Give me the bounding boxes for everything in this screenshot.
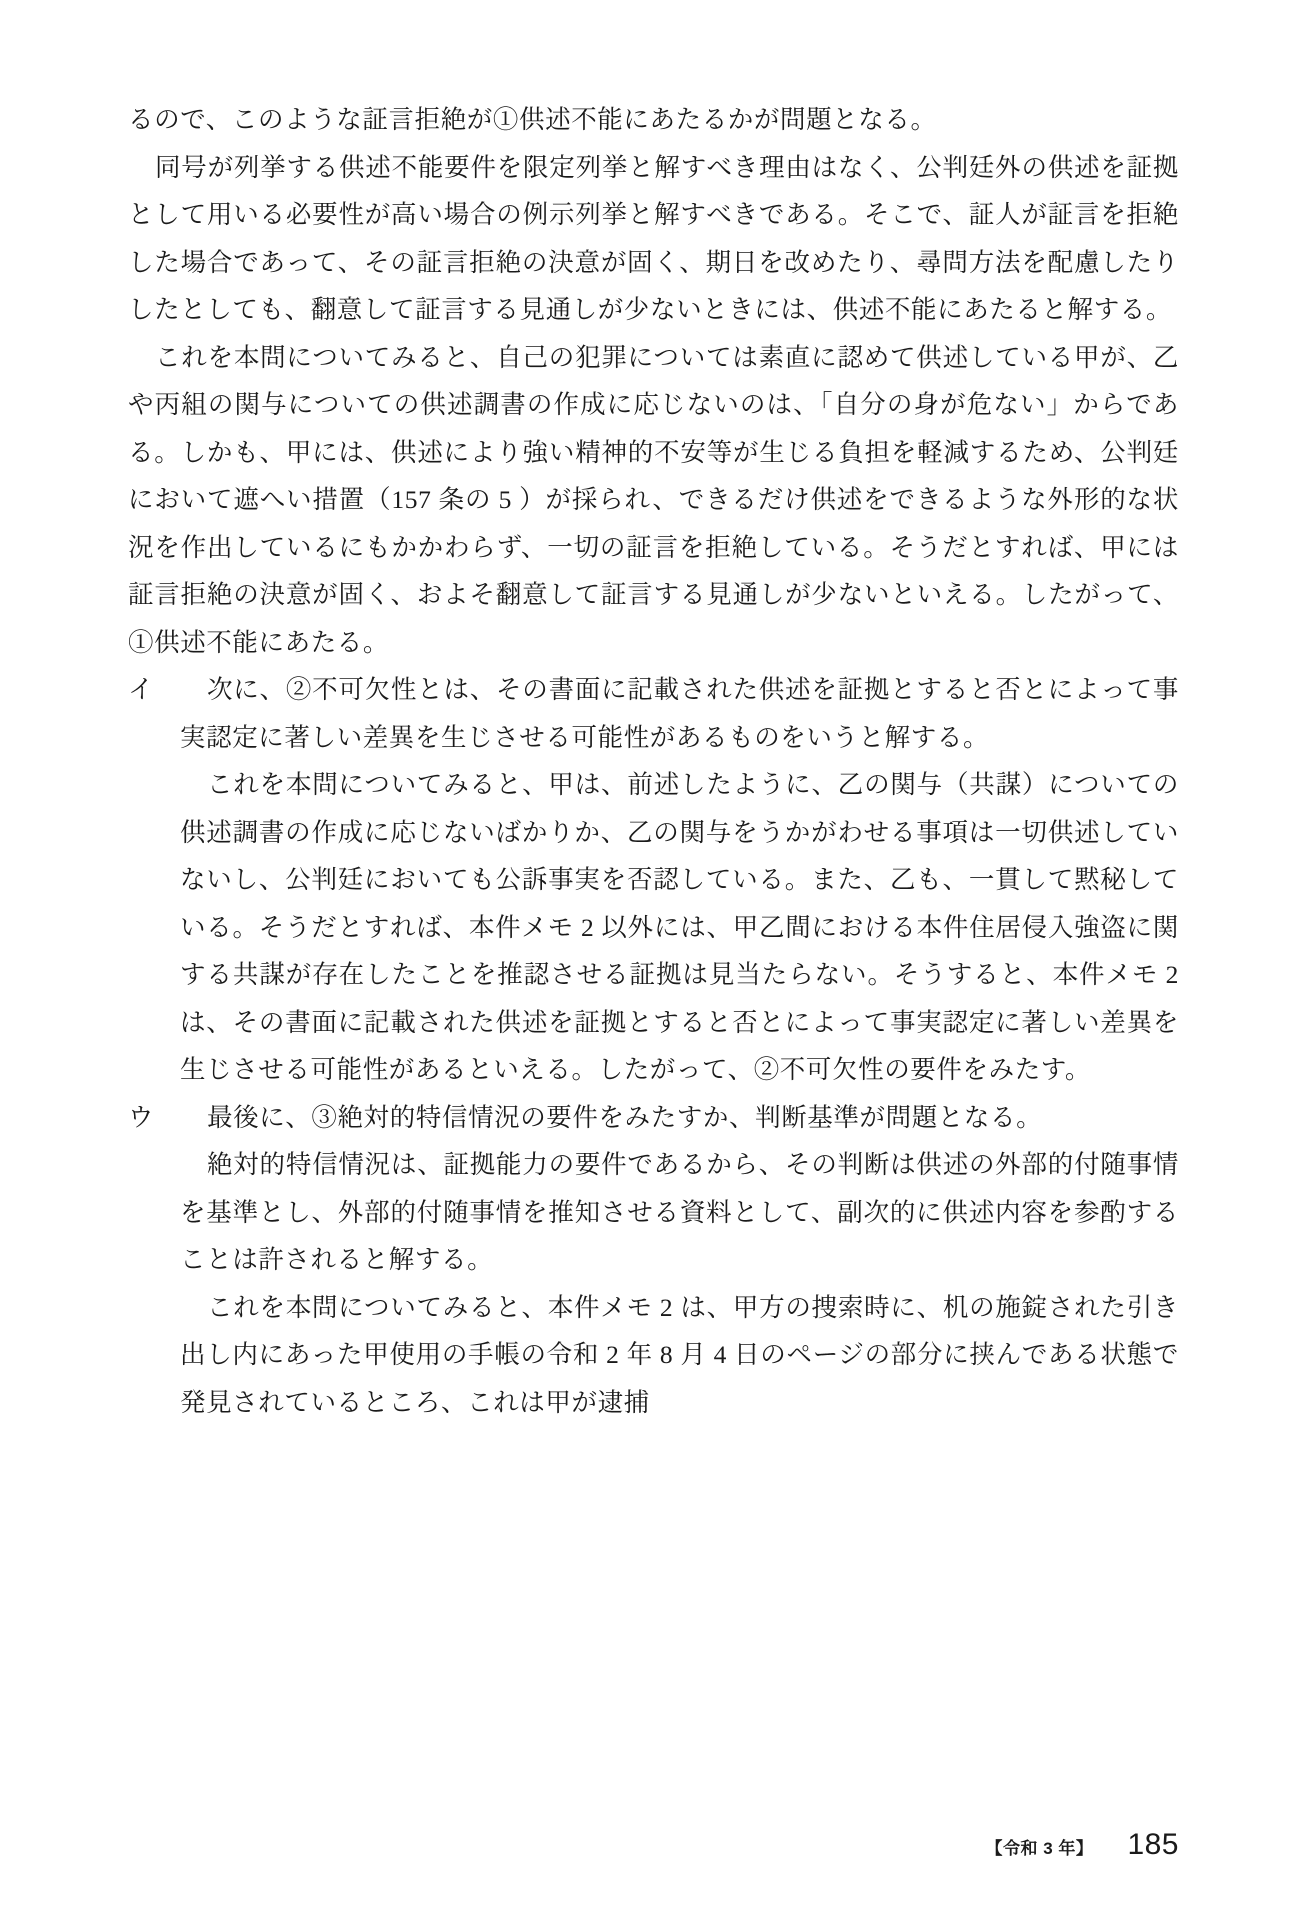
list-item xyxy=(128,1094,1179,1427)
year-tag: 【令和 3 年】 xyxy=(985,1839,1094,1858)
page-body xyxy=(128,96,1179,1426)
list-item-subparagraph: これを本問についてみると、甲は、前述したように、乙の関与（共謀）についての供述調書の作成に応じないばかりか、乙の関与をうかがわせる事項は一切供述していないし、公判廷においても公訴事実を否認している。また、乙も、一貫して黙秘している。そうだとすれば、本件メモ 2 以外には、甲乙間における本件住居侵入強盗に関する共謀が存在したことを推認させる証拠は見当たらない。そうすると、本件メモ 2 は、その書面に記載された供述を証拠とすると否とによって事実認定に著しい差異を生じさせる可能性があるといえる。したがって、②不可欠性の要件をみたす。 xyxy=(180,770,1179,1084)
list-item-subparagraph: 絶対的特信情況は、証拠能力の要件であるから、その判断は供述の外部的付随事情を基準とし、外部的付随事情を推知させる資料として、副次的に供述内容を参酌することは許されると解する。 xyxy=(180,1150,1179,1274)
paragraph-continuation: るので、このような証言拒絶が①供述不能にあたるかが問題となる。 xyxy=(128,105,937,134)
list-item xyxy=(128,666,1179,1094)
paragraph: 同号が列挙する供述不能要件を限定列挙と解すべき理由はなく、公判廷外の供述を証拠として用いる必要性が高い場合の例示列挙と解すべきである。そこで、証人が証言を拒絶した場合であって、その証言拒絶の決意が固く、期日を改めたり、尋問方法を配慮したりしたとしても、翻意して証言する見通しが少ないときには、供述不能にあたると解する。 xyxy=(128,152,1179,324)
paragraph: これを本問についてみると、自己の犯罪については素直に認めて供述している甲が、乙や丙組の関与についての供述調書の作成に応じないのは、「自分の身が危ない」からである。しかも、甲には、供述により強い精神的不安等が生じる負担を軽減するため、公判廷において遮へい措置（157 条の 5 ）が採られ、できるだけ供述をできるような外形的な状況を作出しているにもかかわらず、一切の証言を拒絶している。そうだとすれば、甲には証言拒絶の決意が固く、およそ翻意して証言する見通しが少ないといえる。したがって、①供述不能にあたる。 xyxy=(128,342,1179,657)
list-item-text: 最後に、③絶対的特信情況の要件をみたすか、判断基準が問題となる。 xyxy=(207,1102,1043,1132)
list-item-text: 次に、②不可欠性とは、その書面に記載された供述を証拠とすると否とによって事実認定に著しい差異を生じさせる可能性があるものをいうと解する。 xyxy=(180,675,1179,752)
list-item-marker: ウ xyxy=(128,1102,155,1132)
list-item-subparagraph: これを本問についてみると、本件メモ 2 は、甲方の捜索時に、机の施錠された引き出し内にあった甲使用の手帳の令和 2 年 8 月 4 日のページの部分に挟んである状態で発見されているところ、これは甲が逮捕 xyxy=(180,1292,1179,1417)
page-number: 185 xyxy=(1127,1828,1179,1861)
page-footer xyxy=(128,1828,1179,1868)
list-item-marker: イ xyxy=(128,675,155,704)
